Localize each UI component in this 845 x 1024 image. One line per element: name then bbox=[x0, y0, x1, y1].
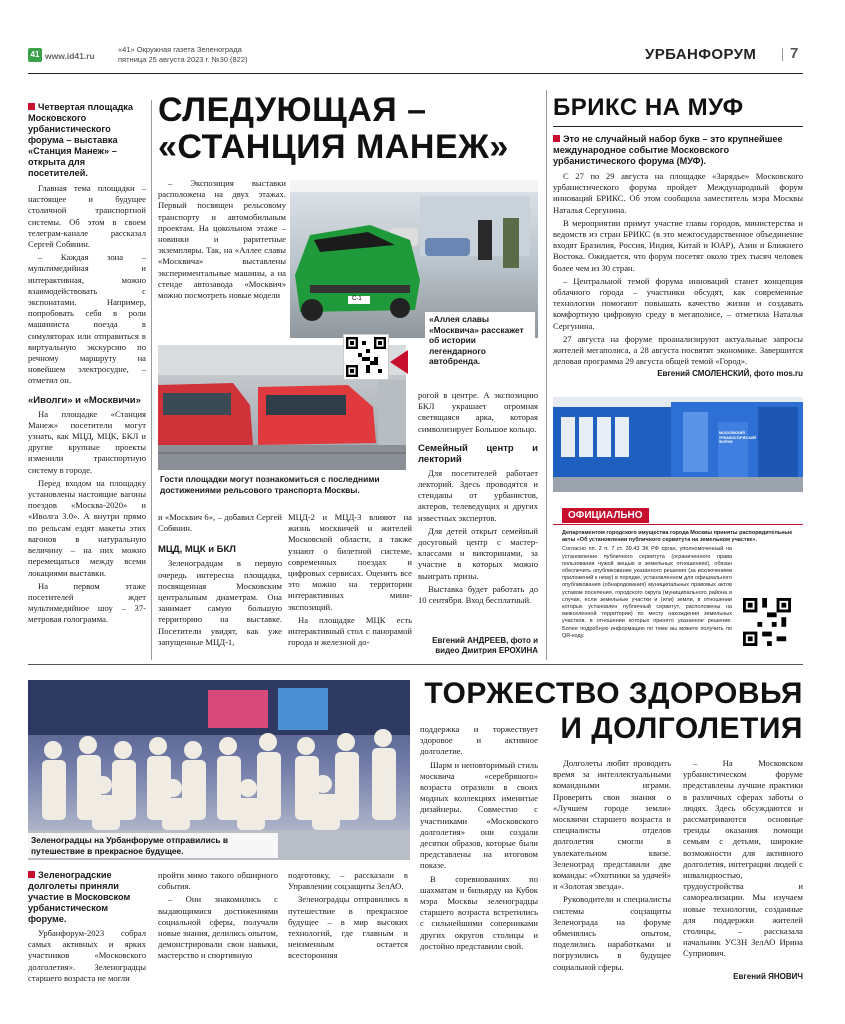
manege-col1 bbox=[28, 102, 146, 628]
official-rule bbox=[553, 524, 803, 525]
qr-pattern bbox=[346, 337, 386, 377]
brics-article bbox=[553, 134, 803, 378]
brics-body bbox=[553, 171, 803, 367]
brics-rule bbox=[553, 126, 803, 127]
health-col2 bbox=[158, 870, 278, 964]
manege-headline-line2: «СТАНЦИЯ МАНЕЖ» bbox=[158, 128, 509, 166]
paragraph: – Они знакомились с выдающимися достижениями социальной сферы, получали новые знания, делились опытом, демонстрировали свои навыки, мастерство и спортивную bbox=[158, 894, 278, 961]
paper-title: «41» Окружная газета Зеленограда bbox=[118, 45, 242, 54]
manege-lead-text: Четвертая площадка Московского урбанистического форума – выставка «Станция Манеж» – открыта для посетителей. bbox=[28, 102, 133, 178]
manege-byline: Евгений АНДРЕЕВ, фото и видео Дмитрия ЕРОХИНА bbox=[432, 636, 538, 655]
column-rule bbox=[151, 100, 152, 660]
column-rule bbox=[546, 90, 547, 660]
paragraph: Для посетителей работает лекторий. Здесь проводятся и стендапы от урбанистов, актеров, телеведущих и других известных экспертов. bbox=[418, 467, 538, 523]
paragraph: В мероприятии примут участие главы городов, министерства и ведомств из стран БРИКС (в это межгосударственное объединение входят Бразилия, Россия, Индия, Китай и ЮАР), Азии и Ближнего Востока. Ожидается, что форум посетят около трех тысяч человек более чем из 30 стран. bbox=[553, 217, 803, 273]
manege-headline bbox=[158, 92, 540, 166]
health-byline: Евгений ЯНОВИЧ bbox=[733, 972, 803, 981]
paragraph: пройти мимо такого обширного события. bbox=[158, 870, 278, 892]
manege-col3-bottom bbox=[288, 512, 412, 650]
manege-col4 bbox=[418, 390, 538, 608]
section-divider bbox=[782, 48, 783, 61]
manege-col1-body2 bbox=[28, 409, 146, 626]
health-col4 bbox=[420, 724, 538, 954]
health-headline-line2: И ДОЛГОЛЕТИЯ bbox=[560, 712, 803, 745]
paragraph: рогой в центре. А экспозицию БКЛ украшает огромная светящаяся арка, которая символизирует Большое кольцо. bbox=[418, 390, 538, 434]
paragraph: На площадке «Станция Манеж» посетители могут узнать, как МЦД, МЦК, БКЛ и другие крупные проекты изменили транспортную систему в городе. bbox=[28, 408, 146, 475]
photo-group-caption: Зеленоградцы на Урбанфоруме отправились в путешествие в прекрасное будущее. bbox=[28, 833, 278, 858]
paragraph: и «Москвич 6», – добавил Сергей Собянин. bbox=[158, 512, 282, 534]
health-lead-text: Зеленоградские долголеты приняли участие в Московском урбанистическом форуме. bbox=[28, 870, 131, 924]
arrow-icon bbox=[390, 350, 408, 374]
header-rule bbox=[28, 73, 803, 74]
forum-booth-illustration bbox=[553, 397, 803, 492]
health-col1-body bbox=[28, 928, 146, 984]
health-headline-line1: ТОРЖЕСТВО ЗДОРОВЬЯ bbox=[424, 677, 803, 710]
page-number: 7 bbox=[790, 45, 799, 62]
health-lead bbox=[28, 870, 146, 925]
brics-lead-text: Это не случайный набор букв – это крупнейшее международное событие Московского урбанистического форума (МУФ). bbox=[553, 134, 783, 166]
qr-pattern bbox=[743, 598, 791, 646]
photo-train-caption: Гости площадки могут познакомиться с последними достижениями рельсового транспорта Москвы. bbox=[160, 474, 380, 495]
red-square-bullet-icon bbox=[28, 103, 35, 110]
page-header bbox=[28, 44, 803, 74]
brics-byline: Евгений СМОЛЕНСКИЙ, фото mos.ru bbox=[657, 369, 803, 379]
paragraph: – Экспозиция выставки расположена на двух этажах. Первый посвящен рельсовому транспорту и автомобильным проектам. На цокольном этаже – новинки и раритетные экземпляры. Так, на «Аллее славы «Москвича» выставлены экспериментальные машины, а на стенде автозавода «Москвич» можно посмотреть новые модели bbox=[158, 178, 286, 301]
health-col5 bbox=[553, 758, 671, 975]
photo-group-seniors bbox=[28, 680, 410, 860]
paragraph: Зеленоградцы отправились в путешествие в прекрасное будущее – в мир высоких технологий, где главным и неизменным остается всесторонняя bbox=[288, 894, 408, 961]
paragraph: Для детей открыт семейный досуговый центр с мастер-классами и викторинами, за участие в которых можно выиграть призы. bbox=[418, 525, 538, 581]
manege-col1-body bbox=[28, 183, 146, 387]
paragraph: – Центральной темой форума инноваций станет концепция облачного города – участники обсудят, как современные технологии помогают повышать качество жизни и создавать комфортную цифровую среду в мегаполисе, – отметила Наталья Сергунина. bbox=[553, 275, 803, 331]
subhead-family: Семейный центр и лекторий bbox=[418, 442, 538, 465]
paragraph: Урбанфорум-2023 собрал самых активных и ярких участников «Московского долголетия». Зеленоградцы старшего возраста не могли bbox=[28, 928, 146, 983]
subhead-mcd: МЦД, МЦК и БКЛ bbox=[158, 544, 236, 556]
photo-credit: Фото УСЗН ЗелАО bbox=[388, 768, 394, 820]
brics-headline: БРИКС НА МУФ bbox=[553, 94, 744, 121]
paragraph: На первом этаже посетителей ждет мультимедийное шоу – 37-метровая голограмма. bbox=[28, 580, 146, 625]
section-separator bbox=[28, 664, 803, 665]
paragraph: – Каждая зона – мультимедийная и интерактивная, можно взаимодействовать с экспонатами. Например, попробовать себя в роли машиниста поезда в симуляторах или отправиться в виртуальную экскурсию по речному маршруту на новейшем электросудне, – отметил он. bbox=[28, 252, 146, 386]
paragraph: МЦД-2 и МЦД-3 влияют на жизнь москвичей и жителей Московской области, а также узнают о билетной системе, современных поездах и цифровых сервисах. Оценить все это можно на территории интерактивных мини-экспозиций. bbox=[288, 512, 412, 612]
logo-41-icon: 41 bbox=[28, 48, 42, 62]
health-col3 bbox=[288, 870, 408, 964]
paragraph: На площадке МЦК есть интерактивный стол с панорамой города и железной до- bbox=[288, 614, 412, 648]
red-square-bullet-icon bbox=[553, 135, 560, 142]
paragraph: Долголеты любят проводить время за интеллектуальными командными играми. Проверить свои знания о «Лучшем городе земли» москвичи старшего возраста и специалисты отделов долголетия смогли в увлекательном квизе. Зеленоград представили две команды: «Охотники за удачей» и «Золотая звезда». bbox=[553, 758, 671, 892]
paragraph: Перед входом на площадку установлены настоящие вагоны поездов «Москва-2020» и «Иволга 3.0». А внутри прямо по рельсам ездят макеты этих вагонов в натуральную величину – на них можно перемещаться между всеми локациями выставки. bbox=[28, 477, 146, 578]
paragraph: С 27 по 29 августа на площадке «Зарядье» Московского урбанистического форума пройдет Международный форум инноваций БРИКС. Об этом сообщила заместитель мэра Москвы Наталья Сергунина. bbox=[553, 171, 803, 215]
manege-col2-bottom bbox=[158, 512, 282, 650]
paragraph: 27 августа на форуме проанализируют актуальные запросы жителей мегаполиса, а 28 августа посвятят экономике. Завершится деловая программа 29 августа общей темой «Город». bbox=[553, 333, 803, 367]
health-col1 bbox=[28, 870, 146, 986]
official-title: Департаментом городского имущества города Москвы приняты распорядительные акты «Об установлении публичного сервитута на земельном участке». bbox=[562, 530, 793, 544]
qr-code-icon[interactable] bbox=[344, 335, 388, 379]
official-text: Согласно пп. 2 п. 7 ст. 39.43 ЗК РФ орган, уполномоченный на установление публичного сервитута (ограниченного права пользования чужой вещью в земельных отношениях), обязан обеспечить опубликование указанного решения (за исключением приложений к нему) в порядке, установленном для официального опубликования (обнародования) муниципальных правовых актов уставом поселения, городского округа (муниципального района в случае, если земельные участки и (или) земли, в отношении которых установлен публичный сервитут, расположены на межселенной территории) по месту нахождения земельных участков, в отношении которых принято указанное решение. Более подробную информацию по теме вы можете получить по QR-коду. bbox=[562, 546, 732, 639]
site-link[interactable]: www.id41.ru bbox=[45, 51, 95, 61]
subhead-ivolgi: «Иволги» и «Москвичи» bbox=[28, 394, 141, 406]
paragraph: поддержка и торжествует здоровое и активное долголетие. bbox=[420, 724, 538, 757]
paragraph: – На Московском урбанистическом форуме представлены лучшие практики в различных сферах заботы о людях. Здесь обсуждаются и рассматриваются основные тренды оказания помощи семьям с детьми, широкие возможности для активного долголетия, интеграции людей с инвалидностью, трудоустройства и самореализации. Мы изучаем новые технологии, созданные для поддержки жителей столицы, – рассказала начальник УСЗН ЗелАО Ирина Суприович. bbox=[683, 758, 803, 959]
paragraph: Зеленоградцам в первую очередь интересна площадка, посвященная Московским центральным диаметрам. Она занимает самую большую территорию на выставке. Посетители увидят, как уже запущенные МЦД-1, bbox=[158, 558, 282, 647]
red-square-bullet-icon bbox=[28, 871, 35, 878]
qr-code-icon[interactable] bbox=[743, 598, 791, 646]
official-label: ОФИЦИАЛЬНО bbox=[562, 508, 649, 523]
forum-sign: МОСКОВСКИЙ УРБАНИСТИЧЕСКИЙ ФОРУМ bbox=[719, 431, 757, 444]
paper-date: пятница 25 августа 2023 г. №30 (822) bbox=[118, 54, 248, 64]
brics-lead bbox=[553, 134, 803, 167]
manege-headline-line1: СЛЕДУЮЩАЯ – bbox=[158, 91, 427, 129]
manege-col2-top bbox=[158, 178, 286, 303]
photo-forum-booth bbox=[553, 397, 803, 492]
paragraph: подготовку, – рассказали в Управлении соцзащиты ЗелАО. bbox=[288, 870, 408, 892]
photo-car-caption: «Аллея славы «Москвича» расскажет об истории легендарного автобренда. bbox=[425, 312, 535, 369]
car-plate: C-1 bbox=[352, 296, 362, 302]
paragraph: Шарм и неповторимый стиль москвича «серебряного» возраста отразили в своих модных коллекциях именитые дизайнеры. Совместно с участниками «Московского долголетия» они создали десятки образов, которые были представлены на итоговом показе. bbox=[420, 759, 538, 871]
health-col6 bbox=[683, 758, 803, 962]
paragraph: Главная тема площадки – настоящее и будущее столичной транспортной системы. Об этом в своем телеграм-канале рассказал Сергей Собянин. bbox=[28, 183, 146, 250]
paragraph: В соревнованиях по шахматам и бильярду на Кубок мэра Москвы зеленоградцы старшего возраста встретились с сильнейшими соперниками других округов столицы и достойно представили свой. bbox=[420, 873, 538, 951]
section-title: УРБАНФОРУМ bbox=[645, 46, 757, 63]
paper-info bbox=[118, 45, 248, 64]
paragraph: Выставка будет работать до 10 сентября. Вход бесплатный. bbox=[418, 583, 538, 606]
manege-lead bbox=[28, 102, 146, 179]
paragraph: Руководители и специалисты системы соцзащиты Зеленограда на форуме обменялись опытом, поделились наработками и погрузились в будущее социальной сферы. bbox=[553, 894, 671, 972]
